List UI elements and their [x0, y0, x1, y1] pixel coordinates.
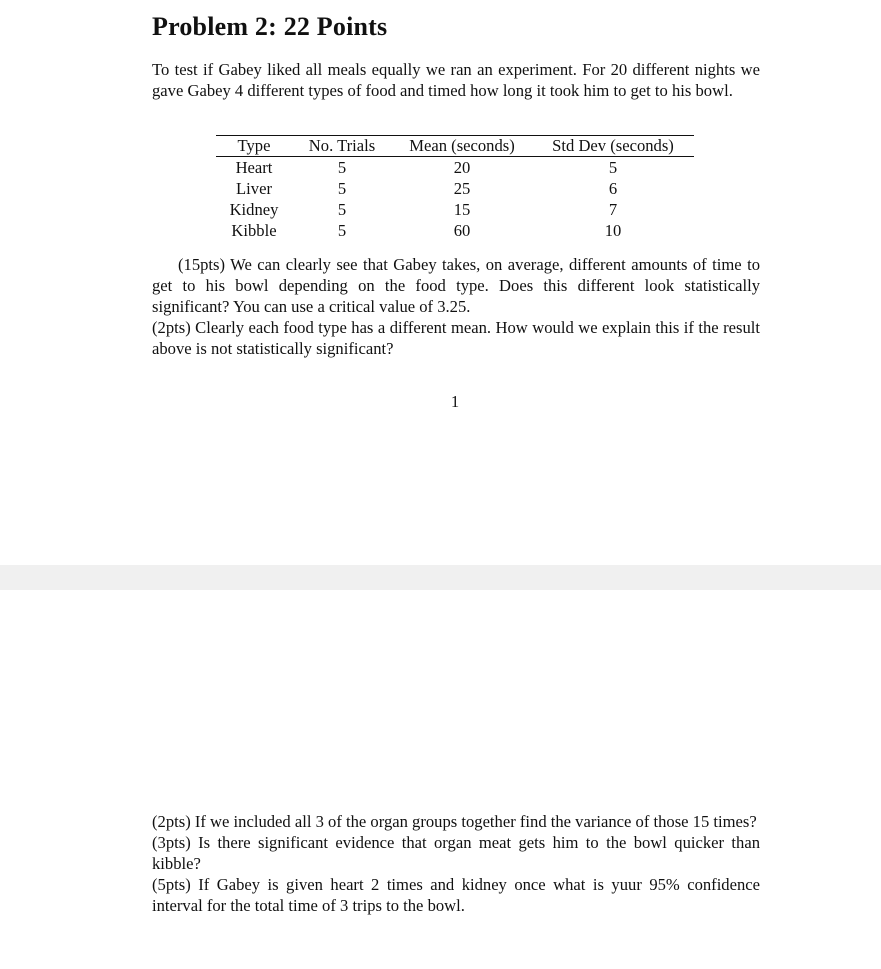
- cell-trials: 5: [337, 179, 347, 198]
- table-header-row: [216, 136, 694, 157]
- cell-type: Kidney: [229, 200, 279, 219]
- cell-type: Liver: [236, 179, 272, 198]
- cell-trials: 5: [337, 221, 347, 240]
- cell-type: Kibble: [231, 221, 277, 240]
- column-header-type: Type: [237, 136, 271, 155]
- question-4: (3pts) Is there significant evidence that organ meat gets him to the bowl quicker than kibble?: [152, 833, 760, 873]
- intro-paragraph: To test if Gabey liked all meals equally we ran an experiment. For 20 different nights we gave Gabey 4 different types of food and timed how long it took him to get to his bowl.: [152, 60, 760, 100]
- cell-stddev: 5: [608, 158, 618, 177]
- document-page-2: [0, 590, 881, 969]
- page-number: 1: [450, 392, 460, 411]
- intro-paragraph-block: [152, 59, 760, 101]
- question-1: (15pts) We can clearly see that Gabey takes, on average, different amounts of time to get to his bowl depending on the food type. Does this different look statistically significant? You can use a critical value of 3.25.: [152, 255, 760, 316]
- cell-mean: 20: [453, 158, 471, 177]
- page-separator: [0, 565, 881, 590]
- question-3: (2pts) If we included all 3 of the organ groups together find the variance of those 15 times?: [152, 812, 757, 831]
- results-table-container: [216, 135, 694, 241]
- question-2: (2pts) Clearly each food type has a different mean. How would we explain this if the result above is not statistically significant?: [152, 318, 760, 358]
- cell-mean: 25: [453, 179, 471, 198]
- table-row: [216, 220, 694, 241]
- cell-type: Heart: [235, 158, 273, 177]
- cell-stddev: 6: [608, 179, 618, 198]
- column-header-trials: No. Trials: [308, 136, 376, 155]
- cell-mean: 15: [453, 200, 471, 219]
- question-5: (5pts) If Gabey is given heart 2 times and kidney once what is yuur 95% confidence interval for the total time of 3 trips to the bowl.: [152, 875, 760, 915]
- page2-questions-block: [152, 811, 760, 916]
- results-table: [216, 135, 694, 241]
- table-row: [216, 178, 694, 199]
- cell-mean: 60: [453, 221, 471, 240]
- table-row: [216, 157, 694, 179]
- cell-stddev: 10: [604, 221, 622, 240]
- column-header-stddev: Std Dev (seconds): [552, 136, 674, 155]
- column-header-mean: Mean (seconds): [409, 136, 515, 155]
- problem-heading: Problem 2: 22 Points: [152, 12, 388, 41]
- cell-trials: 5: [337, 200, 347, 219]
- questions-block: [152, 254, 760, 359]
- cell-stddev: 7: [608, 200, 618, 219]
- table-row: [216, 199, 694, 220]
- cell-trials: 5: [337, 158, 347, 177]
